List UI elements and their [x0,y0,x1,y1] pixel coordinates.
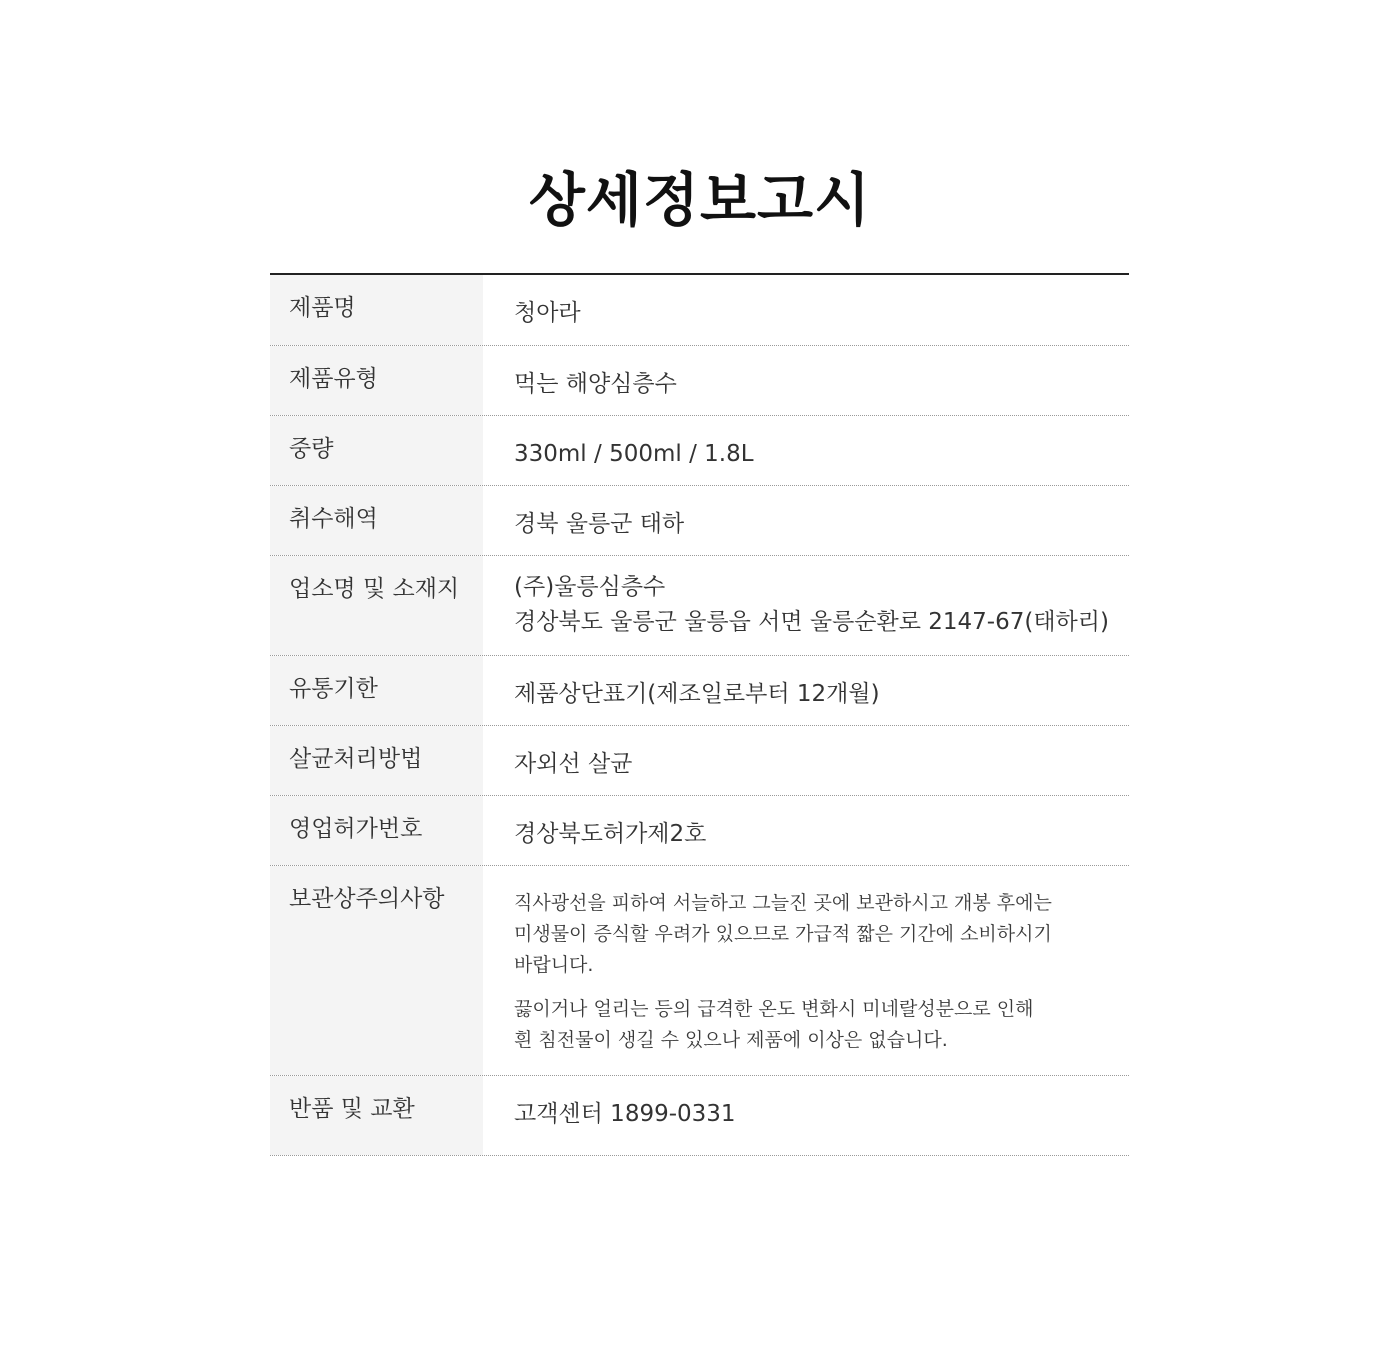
table-row-intake-area [270,486,1129,556]
value-line: 자외선 살균 [514,751,633,777]
row-label: 제품명 [270,275,483,345]
row-label: 업소명 및 소재지 [270,556,483,655]
table-row-product-type [270,346,1129,416]
row-label: 반품 및 교환 [270,1076,483,1155]
value-line: (주)울릉심층수 [514,574,666,600]
row-label: 유통기한 [270,656,483,725]
row-value [483,556,1129,655]
value-line: 제품상단표기(제조일로부터 12개월) [514,681,880,707]
value-line: 흰 침전물이 생길 수 있으나 제품에 이상은 없습니다. [514,1029,948,1051]
value-line: 경상북도 울릉군 울릉읍 서면 울릉순환로 2147-67(태하리) [514,609,1109,635]
row-value [483,1076,1129,1155]
caution-paragraph [514,994,1129,1056]
row-label: 취수해역 [270,486,483,555]
value-line: 330ml / 500ml / 1.8L [514,441,754,467]
row-value [483,346,1129,415]
table-row-license-number [270,796,1129,866]
row-label: 중량 [270,416,483,485]
row-value [483,486,1129,555]
row-label: 영업허가번호 [270,796,483,865]
row-value [483,796,1129,865]
row-value [483,656,1129,725]
row-label: 보관상주의사항 [270,866,483,1075]
row-value [483,275,1129,345]
table-row-weight [270,416,1129,486]
product-info-table [270,273,1129,1156]
table-row-sterilization [270,726,1129,796]
caution-paragraph [514,888,1129,981]
table-row-company-address [270,556,1129,656]
row-value [483,726,1129,795]
value-line: 바랍니다. [514,954,594,976]
row-value [483,416,1129,485]
value-line: 고객센터 1899-0331 [514,1101,736,1127]
value-line: 경북 울릉군 태하 [514,511,685,537]
row-label: 제품유형 [270,346,483,415]
table-row-expiration [270,656,1129,726]
value-line: 끓이거나 얼리는 등의 급격한 온도 변화시 미네랄성분으로 인해 [514,998,1034,1020]
value-line: 경상북도허가제2호 [514,821,707,847]
row-value [483,866,1129,1075]
page-title: 상세정보고시 [528,166,872,234]
value-line: 직사광선을 피하여 서늘하고 그늘진 곳에 보관하시고 개봉 후에는 [514,892,1052,914]
value-line: 먹는 해양심층수 [514,371,677,397]
table-row-product-name [270,275,1129,346]
table-row-storage-caution [270,866,1129,1076]
row-label: 살균처리방법 [270,726,483,795]
value-line: 청아라 [514,300,581,326]
value-line: 미생물이 증식할 우려가 있으므로 가급적 짧은 기간에 소비하시기 [514,923,1052,945]
table-row-returns [270,1076,1129,1156]
